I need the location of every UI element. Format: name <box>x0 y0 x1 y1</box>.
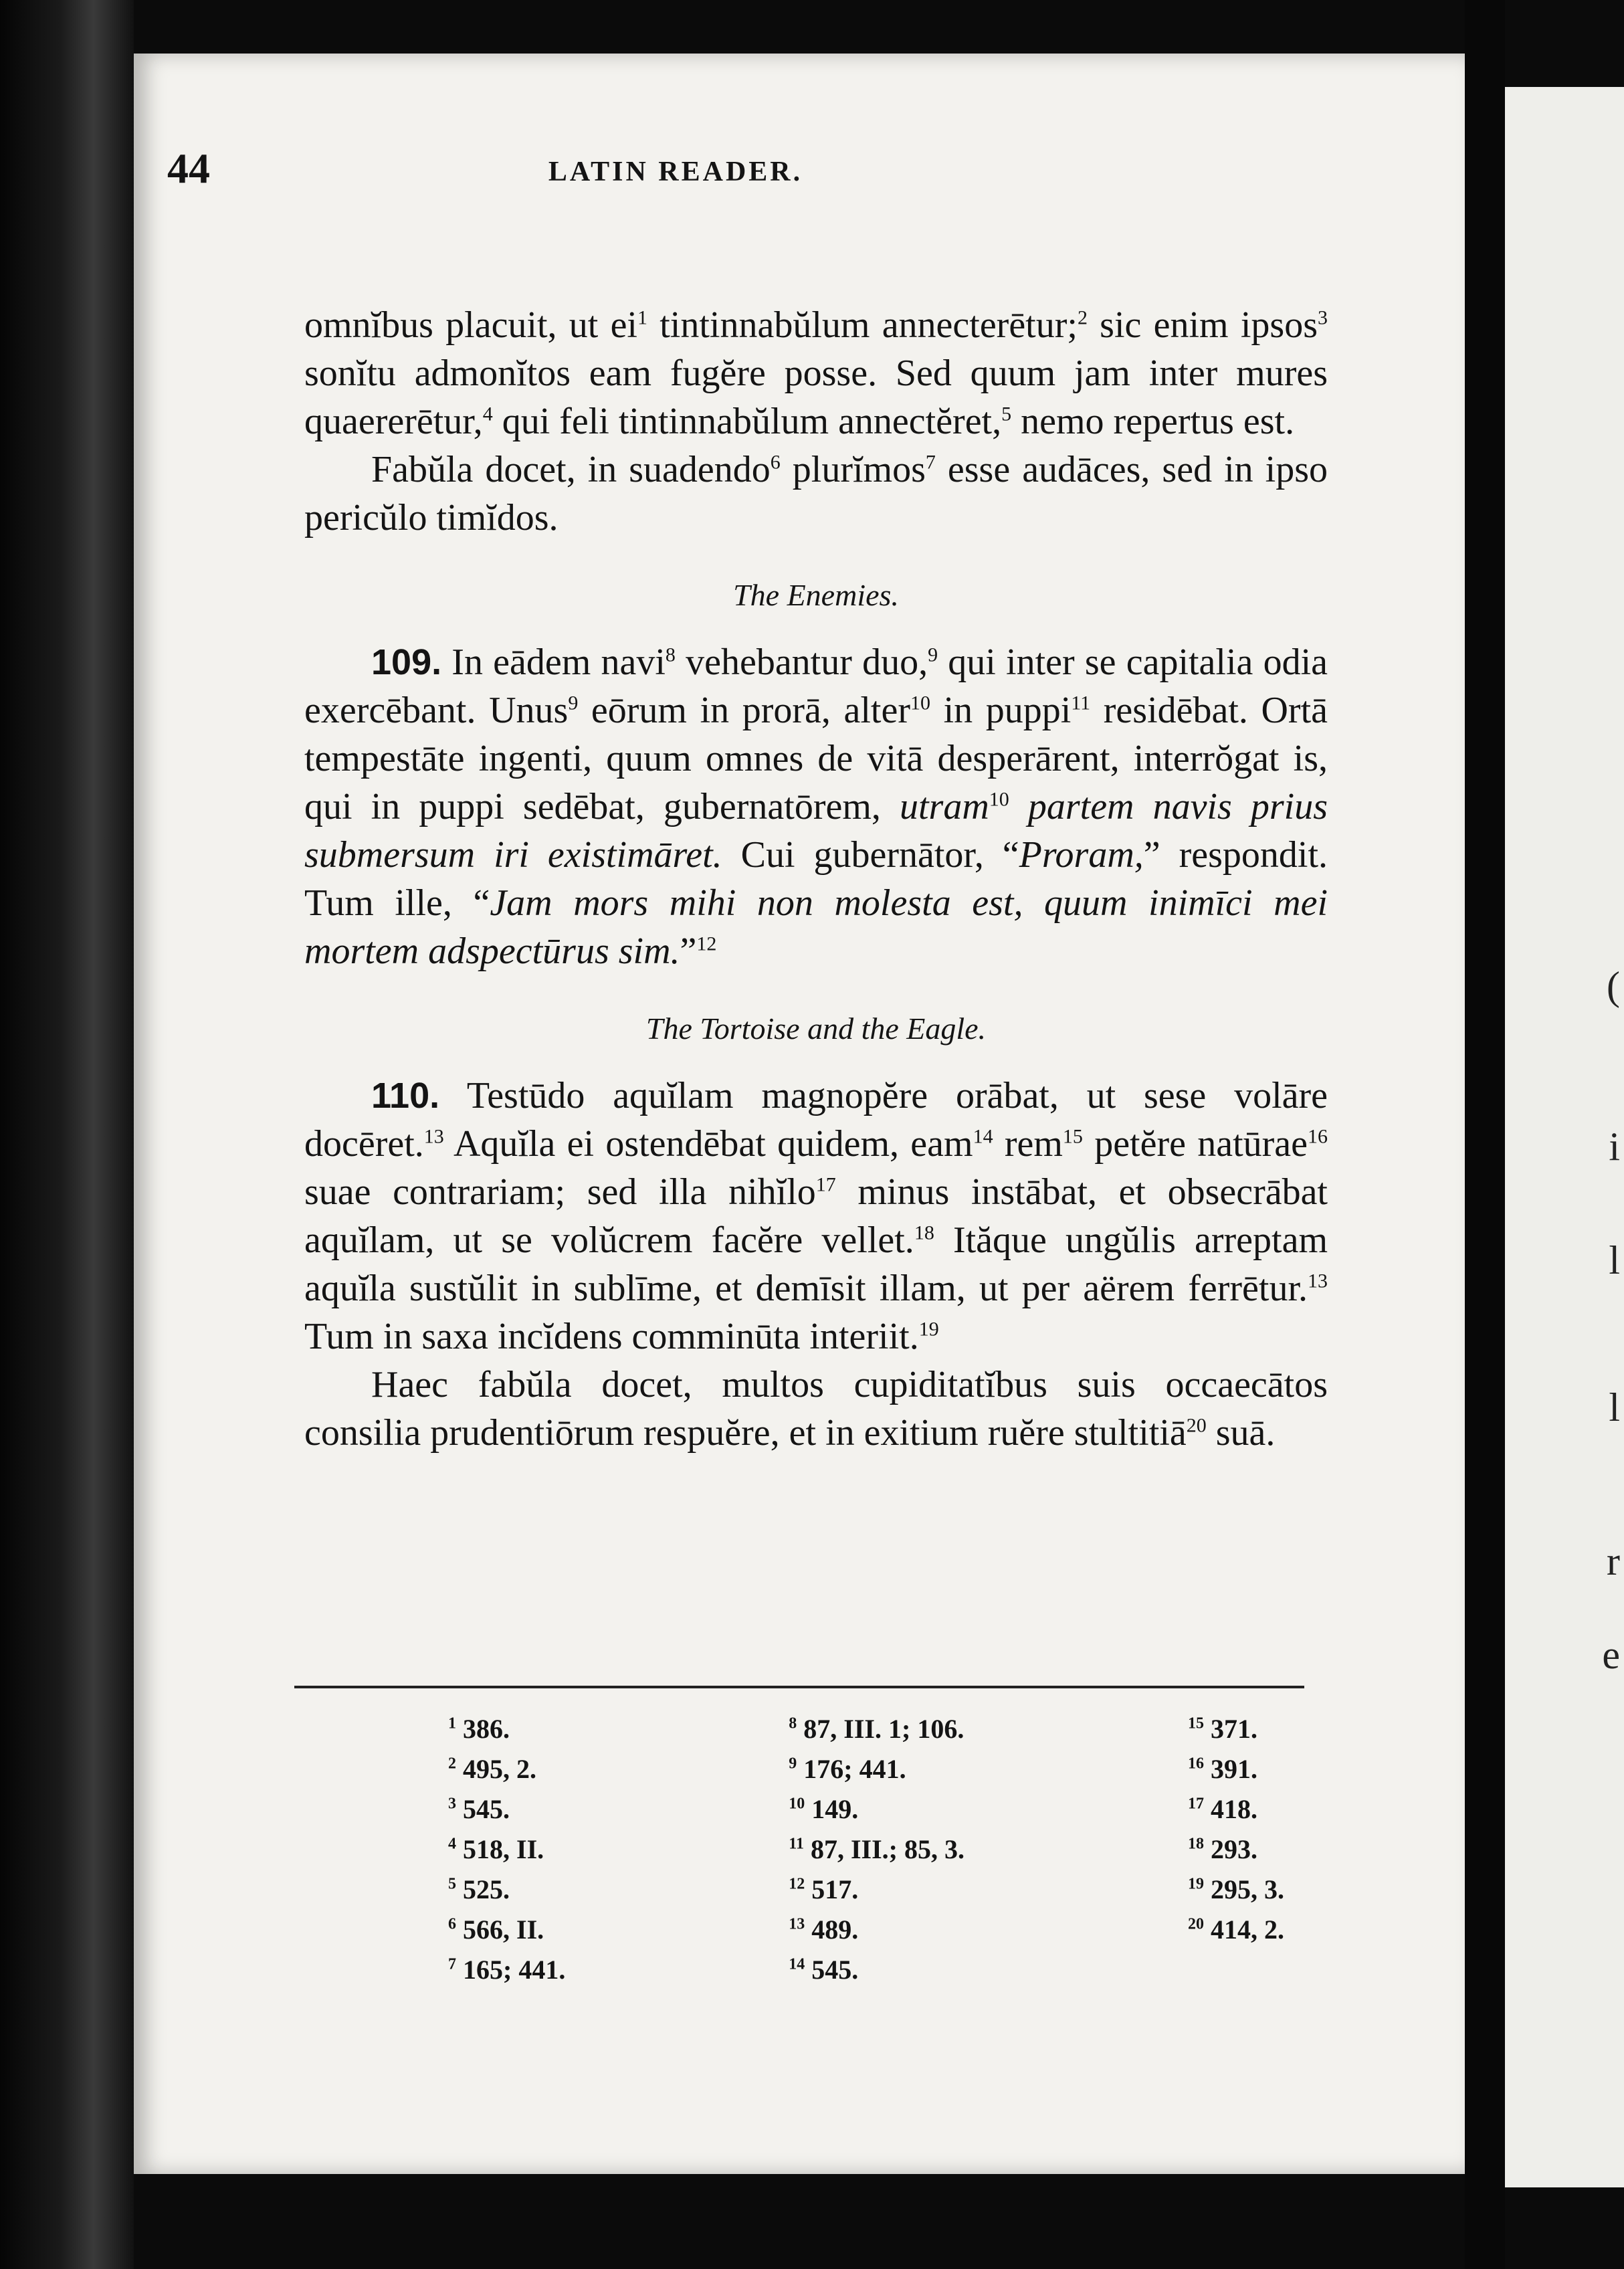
paragraph-2: Fabŭla docet, in suadendo$^6$ plurĭmos$^7$ esse audāces, sed in ipso pericŭlo timĭdos. <box>304 449 1328 538</box>
next-page-fragment: r <box>1607 1539 1620 1583</box>
footnote-entry: $^3$ 545. <box>448 1794 510 1824</box>
heading-the-enemies: The Enemies. <box>733 578 899 612</box>
footnote-entry: $^9$ 176; 441. <box>789 1754 906 1784</box>
paragraph-1: omnĭbus placuit, ut $ei^1$ tintinnabŭlum annecterētur;$^2$ sic enim ipsos$^3$ sonĭtu admonĭtos eam fugĕre posse. Sed quum jam inter mures quaererētur,$^4$ qui feli tintinnabŭlum annectĕret,$^5$ nemo repertus est. <box>304 304 1328 442</box>
section-number-110: 110. <box>371 1076 440 1116</box>
paragraph-110: 110. Testūdo aquĭlam magnopĕre orābat, ut sese volāre docēret.$^{13}$ Aquĭla ei ostendēbat quidem, eam$^{14}$ rem$^{15}$ petĕre natūrae$^{16}$ suae contrariam; sed illa nihĭlo$^{17}$ minus instābat, et obsecrābat aquĭlam, ut se volŭcrem facĕre vellet.$^{18}$ Ităque ungŭlis arreptam aquĭla sustŭlit in sublīme, et demīsit illam, ut per aërem ferrētur.$^{13}$ Tum in saxa incĭdens comminūta interiit.$^{19}$ <box>304 1075 1328 1357</box>
footnote-entry: $^5$ 525. <box>448 1874 510 1904</box>
footnote-entry: $^{12}$ 517. <box>789 1874 859 1904</box>
next-page-edge <box>1505 87 1624 2187</box>
page-gutter <box>1465 0 1505 2269</box>
footnote-entry: $^1$ 386. <box>448 1714 510 1744</box>
footnote-entry: $^{10}$ 149. <box>789 1794 859 1824</box>
footnote-entry: $^4$ 518, II. <box>448 1834 544 1864</box>
running-head <box>167 144 1184 197</box>
next-page-fragment: e <box>1602 1633 1620 1677</box>
next-page-fragment: i <box>1609 1124 1620 1169</box>
footnote-entry: $^{16}$ 391. <box>1187 1754 1257 1784</box>
footnote-entry: $^7$ 165; 441. <box>448 1955 566 1985</box>
footnote-entry: $^{11}$ 87, III.; 85, 3. <box>789 1834 965 1864</box>
footnote-entry: $^{14}$ 545. <box>789 1955 859 1985</box>
body-text <box>304 301 1328 1457</box>
next-page-fragment: l <box>1609 1385 1620 1429</box>
footnote-entry: $^{17}$ 418. <box>1187 1794 1257 1824</box>
footnote-entry: $^2$ 495, 2. <box>448 1754 536 1784</box>
paragraph-moral: Haec fabŭla docet, multos cupiditatĭbus suis occaecātos consilia prudentiōrum respuĕre, et in exitium ruĕre stultitiā$^{20}$ suā. <box>304 1364 1328 1454</box>
page-number: 44 <box>167 144 210 192</box>
next-page-fragment: ( <box>1607 964 1620 1008</box>
footnote-entry: $^6$ 566, II. <box>448 1914 544 1945</box>
footnotes <box>448 1709 1284 1990</box>
book-binding-left <box>0 0 134 2269</box>
footnote-entry: $^{15}$ 371. <box>1187 1714 1257 1744</box>
paragraph-109: 109. In eādem navi$^8$ vehebantur duo,$^9$ qui inter se capitalia odia exercēbant. Unus$^9$ eōrum in prorā, alter$^{10}$ in puppi$^{11}$ residēbat. Ortā tempestāte ingenti, quum omnes de vitā desperārent, interrŏgat is, qui in puppi sedēbat, gubernatōrem, utram$^{10}$ partem navis prius submersum iri existimāret. Cui gubernātor, “Proram,” respondit. Tum ille, “Jam mors mihi non molesta est, quum inimīci mei mortem adspectūrus sim.”$^{12}$ <box>304 642 1328 972</box>
running-head-title: LATIN READER. <box>548 157 803 187</box>
footnote-entry: $^{13}$ 489. <box>789 1914 859 1945</box>
footnote-column <box>789 1709 965 1990</box>
footnote-column <box>1188 1709 1284 1990</box>
footnote-rule <box>294 1686 1304 1688</box>
section-number-109: 109. <box>371 642 442 682</box>
footnote-column <box>448 1709 565 1990</box>
heading-tortoise-and-eagle: The Tortoise and the Eagle. <box>645 1011 987 1046</box>
footnote-entry: $^8$ 87, III. 1; 106. <box>789 1714 965 1744</box>
footnote-entry: $^{18}$ 293. <box>1187 1834 1257 1864</box>
next-page-fragment: l <box>1609 1238 1620 1282</box>
book-page <box>134 54 1465 2174</box>
footnote-entry: $^{20}$ 414, 2. <box>1187 1914 1284 1945</box>
footnote-entry: $^{19}$ 295, 3. <box>1187 1874 1284 1904</box>
